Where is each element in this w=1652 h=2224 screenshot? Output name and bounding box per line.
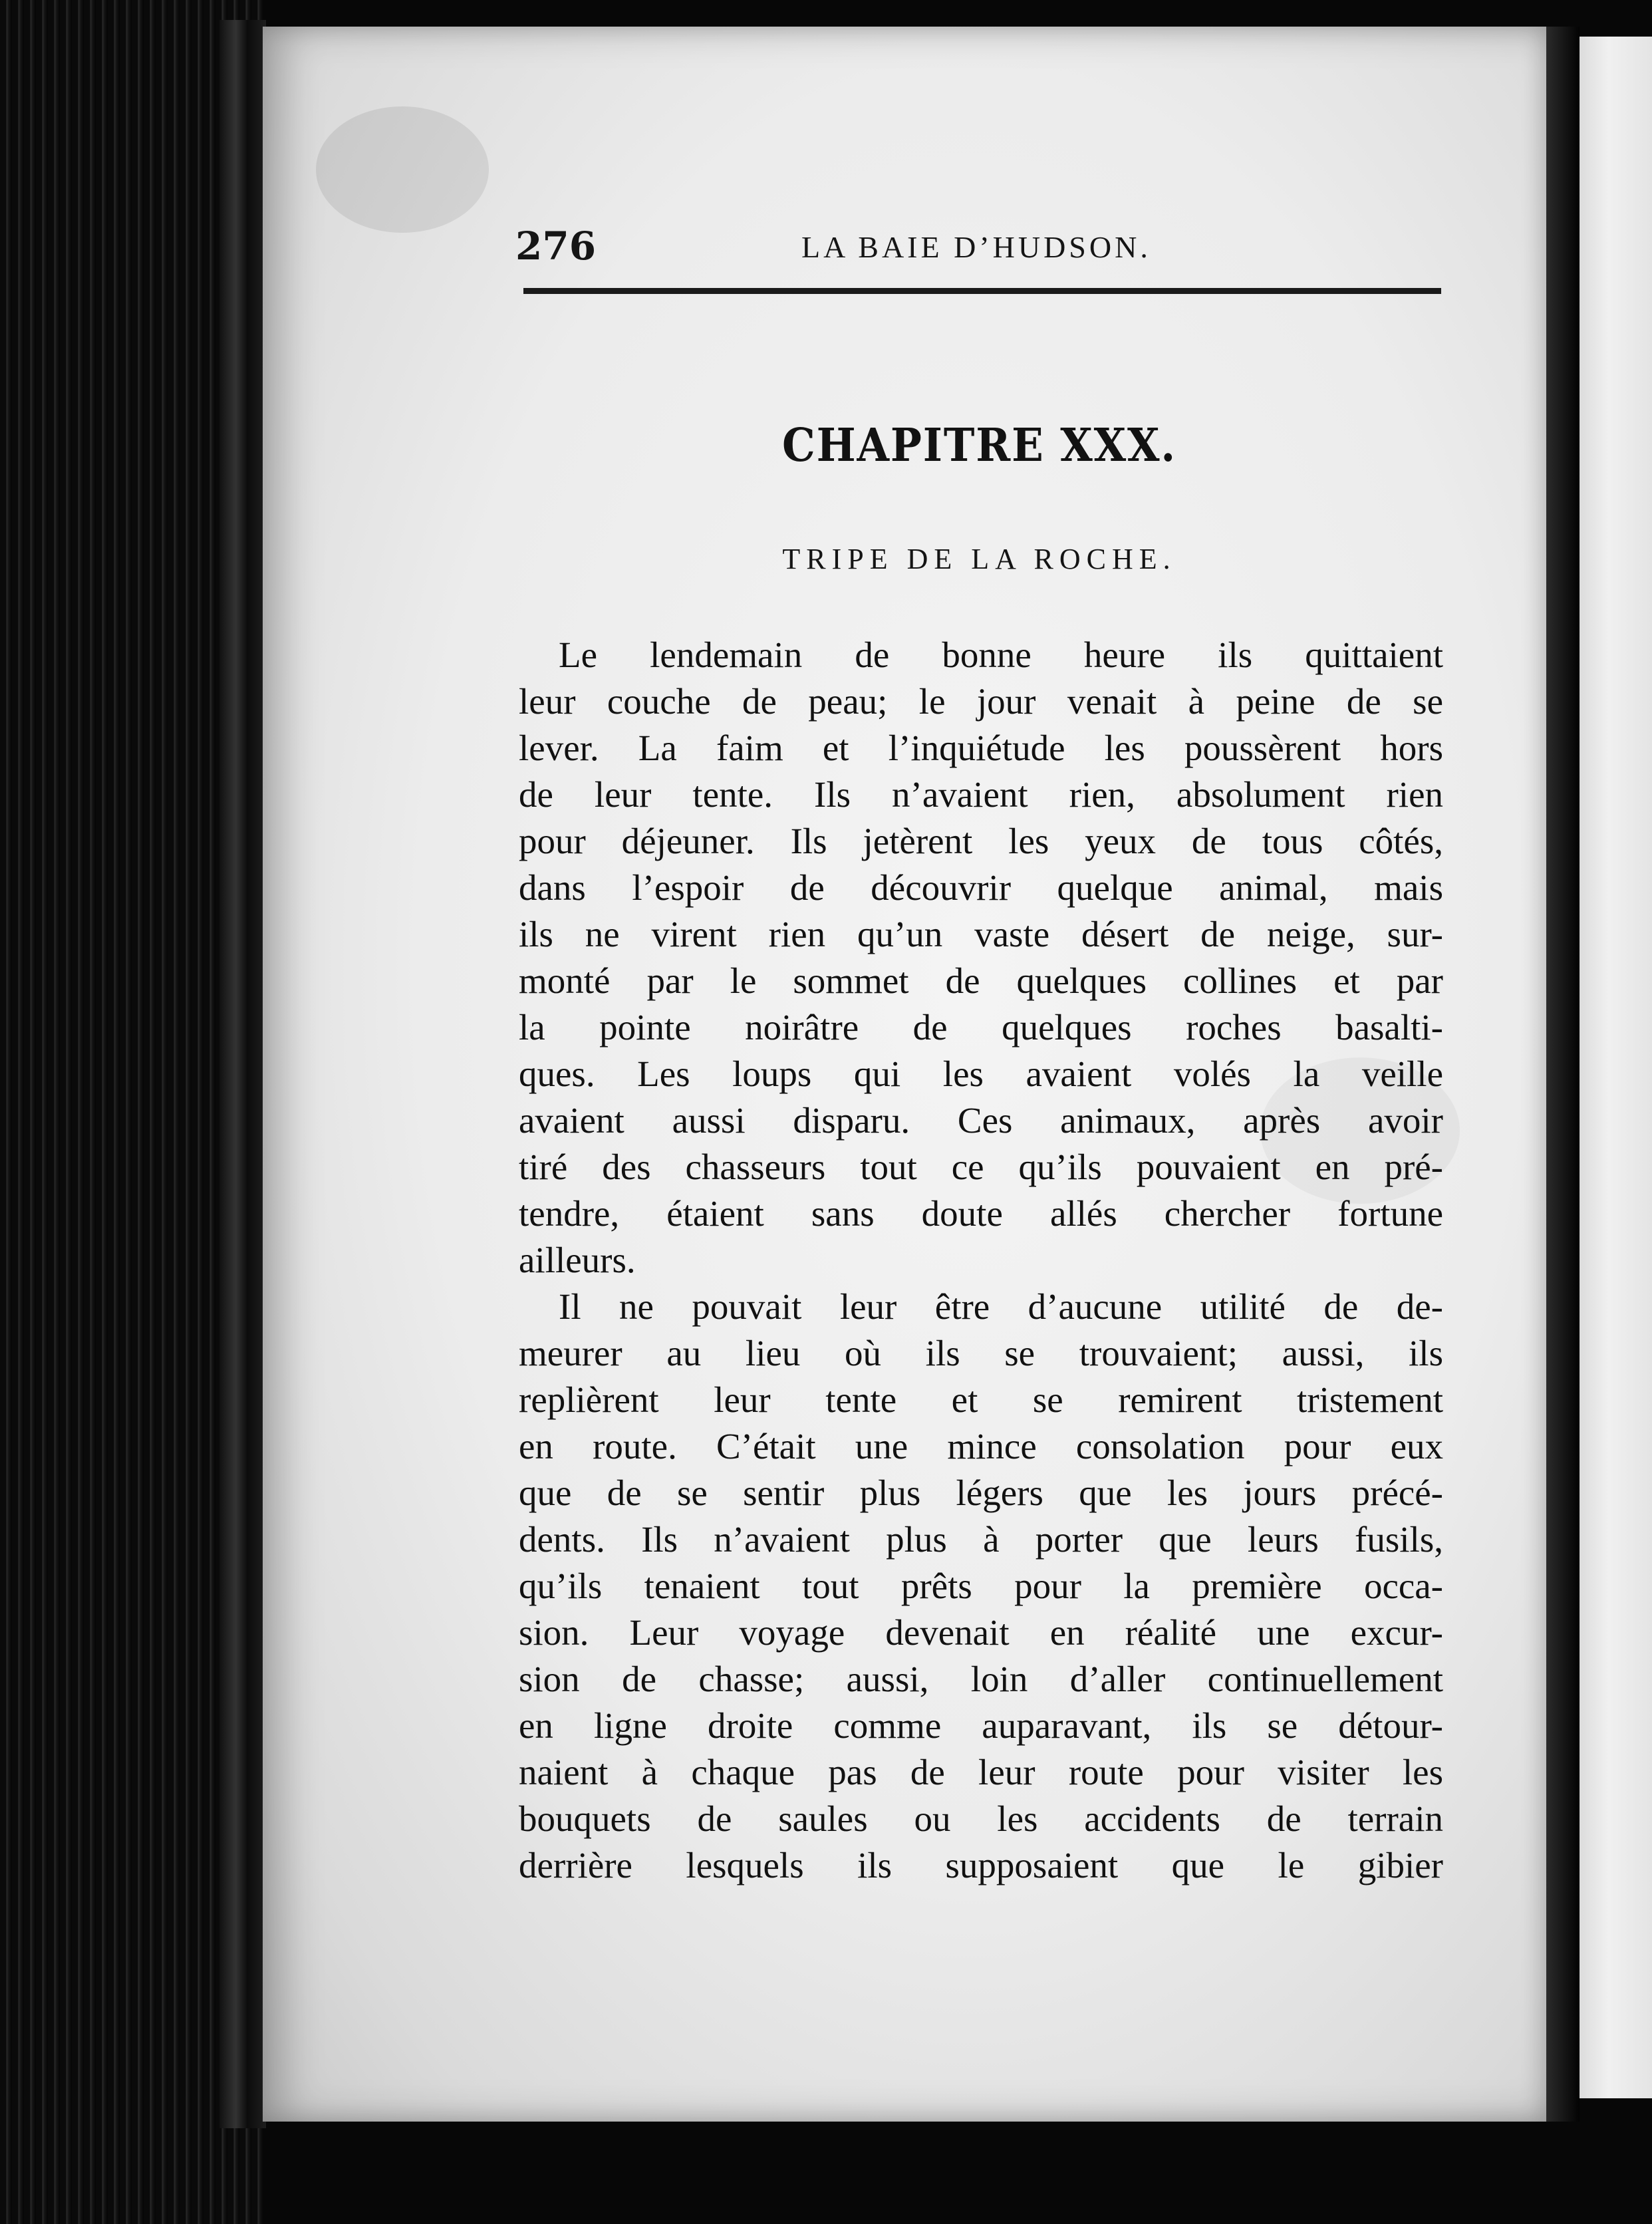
text-line: avaient aussi disparu. Ces animaux, après avoir xyxy=(519,1100,1443,1141)
text-line: en ligne droite comme auparavant, ils se détour- xyxy=(519,1705,1443,1746)
text-line: replièrent leur tente et se remirent tristement xyxy=(519,1379,1443,1420)
text-line: sion. Leur voyage devenait en réalité une excur- xyxy=(519,1612,1443,1653)
text-line: leur couche de peau; le jour venait à peine de se xyxy=(519,681,1443,722)
running-title: LA BAIE D’HUDSON. xyxy=(801,230,1151,264)
text-line: naient à chaque pas de leur route pour visiter les xyxy=(519,1752,1443,1792)
text-line: la pointe noirâtre de quelques roches basalti- xyxy=(519,1007,1443,1047)
text-line: qu’ils tenaient tout prêts pour la première occa- xyxy=(519,1566,1443,1606)
next-page-sliver xyxy=(1580,37,1652,2098)
text-line: tendre, étaient sans doute allés chercher fortune xyxy=(519,1193,1443,1234)
header-rule xyxy=(523,288,1441,294)
page-gutter-shadow xyxy=(1546,27,1580,2122)
body-text xyxy=(519,632,1443,1889)
chapter-subtitle: TRIPE DE LA ROCHE. xyxy=(782,543,1176,575)
text-line: ailleurs. xyxy=(519,1240,636,1280)
paragraph-1 xyxy=(519,632,1443,1284)
text-line: Il ne pouvait leur être d’aucune utilité de de- xyxy=(559,1286,1443,1327)
text-line: que de se sentir plus légers que les jours précé- xyxy=(519,1472,1443,1513)
text-line: pour déjeuner. Ils jetèrent les yeux de tous côtés, xyxy=(519,821,1443,861)
paragraph-2 xyxy=(519,1284,1443,1889)
chapter-title: CHAPITRE XXX. xyxy=(781,419,1177,472)
text-line: ques. Les loups qui les avaient volés la veille xyxy=(519,1053,1443,1094)
text-line: en route. C’était une mince consolation pour eux xyxy=(519,1426,1443,1466)
page-number: 276 xyxy=(515,223,597,269)
page-stain xyxy=(316,106,489,233)
text-line: lever. La faim et l’inquiétude les poussèrent hors xyxy=(519,728,1443,768)
text-line: dans l’espoir de découvrir quelque animal, mais xyxy=(519,867,1443,908)
text-line: dents. Ils n’avaient plus à porter que leurs fusils, xyxy=(519,1519,1443,1560)
text-line: bouquets de saules ou les accidents de terrain xyxy=(519,1798,1443,1839)
text-line: de leur tente. Ils n’avaient rien, absolument rien xyxy=(519,774,1443,815)
text-line: derrière lesquels ils supposaient que le gibier xyxy=(519,1845,1443,1885)
text-line: tiré des chasseurs tout ce qu’ils pouvaient en pré- xyxy=(519,1147,1443,1187)
text-line: meurer au lieu où ils se trouvaient; aussi, ils xyxy=(519,1333,1443,1373)
book-binding-shadow xyxy=(219,20,266,2128)
text-line: Le lendemain de bonne heure ils quittaient xyxy=(559,634,1443,675)
text-line: monté par le sommet de quelques collines et par xyxy=(519,960,1443,1001)
text-line: ils ne virent rien qu’un vaste désert de neige, sur- xyxy=(519,914,1443,954)
running-header xyxy=(515,219,1443,273)
text-line: sion de chasse; aussi, loin d’aller continuellement xyxy=(519,1659,1443,1699)
